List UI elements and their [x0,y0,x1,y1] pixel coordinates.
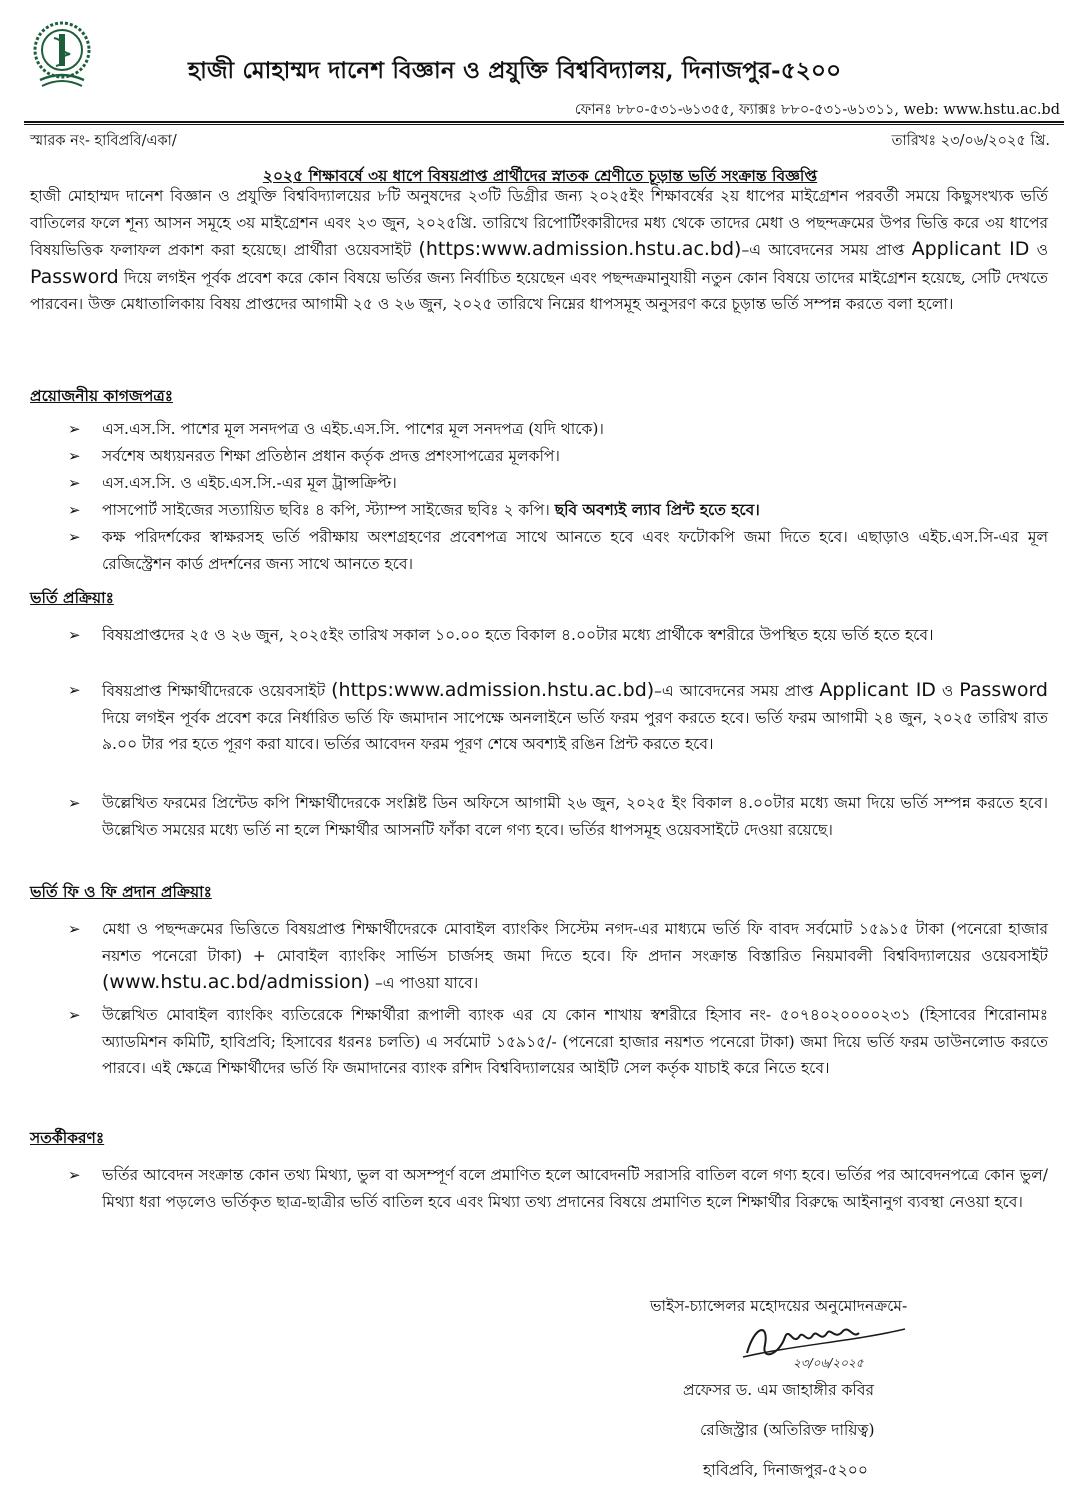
arrow-bullet-icon: ➢ [68,1166,81,1184]
applicant-id-text: Applicant ID [819,679,936,701]
arrow-bullet-icon: ➢ [68,1006,81,1024]
document-item: ➢ এস.এস.সি. ও এইচ.এস.সি.-এর মূল ট্রান্সক্রিপ্ট। [68,470,1048,497]
notice-title: ২০২৫ শিক্ষাবর্ষে ৩য় ধাপে বিষয়প্রাপ্ত প্রার্থীদের স্নাতক শ্রেণীতে চূড়ান্ত ভর্তি সংক্রান্ত বিজ্ঞপ্তি [262,166,818,185]
applicant-id-text: Applicant ID [911,238,1030,260]
arrow-bullet-icon: ➢ [68,420,81,438]
password-text: Password [30,265,119,288]
fee-info-url: (www.hstu.ac.bd/admission) [102,971,371,993]
memo-number: স্মারক নং- হাবিপ্রবি/একা/ [30,133,177,149]
process-item: ➢ বিষয়প্রাপ্ত শিক্ষার্থীদেরকে ওয়েবসাইট (https:www.admission.hstu.ac.bd)–এ আবেদনের সময় প্রাপ্ত Applicant ID ও Password দিয়ে লগইন পূর্বক প্রবেশ করে নির্ধারিত ভর্তি ফি জমাদান সাপেক্ষে অনলাইনে ভর্তি ফরম পুরণ করতে হবে। ভর্তি ফরম আগামী ২৪ জুন, ২০২৫ তারিখ রাত ৯.০০ টার পর হতে পূরণ করা যাবে। ভর্তির আবেদন ফরম পূরণ শেষে অবশ্যই রঙিন প্রিন্ট করতে হবে। [68,679,1048,753]
office-address: হাবিপ্রবি, দিনাজপুর-৫২০০ [703,1461,868,1479]
process-heading: ভর্তি প্রক্রিয়াঃ [30,588,114,607]
arrow-bullet-icon: ➢ [68,794,81,812]
fee-item: ➢ মেধা ও পছন্দক্রমের ভিত্তিতে বিষয়প্রাপ্ত শিক্ষার্থীদেরকে মোবাইল ব্যাংকিং সিস্টেম নগদ-এর মাধ্যমে ভর্তি ফি বাবদ সর্বমোট ১৫৯১৫ টাকা (পনেরো হাজার নয়শত পনেরো টাকা) + মোবাইল ব্যাংকিং সার্ভিস চার্জসহ জমা দিতে হবে। ফি প্রদান সংক্রান্ত বিস্তারিত নিয়মাবলী বিশ্ববিদ্যালয়ের ওয়েবসাইট (www.hstu.ac.bd/admission) –এ পাওয়া যাবে। [68,916,1048,997]
document-item: ➢ সর্বশেষ অধ্যয়নরত শিক্ষা প্রতিষ্ঠান প্রধান কর্তৃক প্রদত্ত প্রশংসাপত্রের মূলকপি। [68,443,1048,470]
arrow-bullet-icon: ➢ [68,920,81,938]
registrar-name: প্রফেসর ড. এম জাহাঙ্গীর কবির [683,1381,875,1399]
registrar-signature [735,1315,935,1370]
caution-heading: সতর্কীকরণঃ [30,1128,105,1147]
contact-line: ফোনঃ ৮৮০-৫৩১-৬১৩৫৫, ফ্যাক্সঃ ৮৮০-৫৩১-৬১৩১১, web: www.hstu.ac.bd [574,102,1060,118]
arrow-bullet-icon: ➢ [68,501,81,519]
admission-url: (https:www.admission.hstu.ac.bd) [331,679,655,701]
approval-line: ভাইস-চ্যান্সেলর মহোদয়ের অনুমোদনক্রমে- [650,1297,908,1315]
arrow-bullet-icon: ➢ [68,626,81,644]
process-item: ➢ বিষয়প্রাপ্তদের ২৫ ও ২৬ জুন, ২০২৫ইং তারিখ সকাল ১০.০০ হতে বিকাল ৪.০০টার মধ্যে প্রার্থীকে স্বশরীরে উপস্থিত হয়ে ভর্তি হতে হবে। [68,622,1048,649]
fees-heading: ভর্তি ফি ও ফি প্রদান প্রক্রিয়াঃ [30,882,212,901]
document-item: ➢ এস.এস.সি. পাশের মূল সনদপত্র ও এইচ.এস.সি. পাশের মূল সনদপত্র (যদি থাকে)। [68,416,1048,443]
notice-date: তারিখঃ ২৩/০৬/২০২৫ খ্রি. [891,133,1050,149]
header-divider [24,121,1064,123]
password-text: Password [959,679,1048,701]
header-divider-thin [24,124,1064,125]
arrow-bullet-icon: ➢ [68,447,81,465]
admission-url: (https:www.admission.hstu.ac.bd) [418,238,742,260]
document-item: ➢ পাসপোর্ট সাইজের সত্যায়িত ছবিঃ ৪ কপি, স্ট্যাম্প সাইজের ছবিঃ ২ কপি। ছবি অবশ্যই ল্যাব প্রিন্ট হতে হবে। [68,497,1048,524]
arrow-bullet-icon: ➢ [68,528,81,546]
arrow-bullet-icon: ➢ [68,681,81,699]
documents-heading: প্রয়োজনীয় কাগজপত্রঃ [30,386,174,405]
signature-date: ২৩/০৬/২০২৫ [793,1356,864,1370]
university-logo [30,20,94,92]
document-item: ➢ কক্ষ পরিদর্শকের স্বাক্ষরসহ ভর্তি পরীক্ষায় অংশগ্রহণের প্রবেশপত্র সাথে আনতে হবে এবং ফটোকপি জমা দিতে হবে। এছাড়াও এইচ.এস.সি-এর মূল রেজিস্ট্রেশন কার্ড প্রদর্শনের জন্য সাথে আনতে হবে। [68,524,1048,577]
fee-item: ➢ উল্লেখিত মোবাইল ব্যাংকিং ব্যতিরেকে শিক্ষার্থীরা রূপালী ব্যাংক এর যে কোন শাখায় স্বশরীরে হিসাব নং- ৫০৭৪০২০০০০২৩১ (হিসাবের শিরোনামঃ অ্যাডমিশন কমিটি, হাবিপ্রবি; হিসাবের ধরনঃ চলতি) এ সর্বমোট ১৫৯১৫/- (পনেরো হাজার নয়শত পনেরো টাকা) জমা দিয়ে ভর্তি ফরম ডাউনলোড করতে পারবে। এই ক্ষেত্রে শিক্ষার্থীদের ভর্তি ফি জমাদানের ব্যাংক রশিদ বিশ্ববিদ্যালয়ের আইটি সেল কর্তৃক যাচাই করে নিতে হবে। [68,1002,1048,1082]
intro-paragraph: হাজী মোহাম্মদ দানেশ বিজ্ঞান ও প্রযুক্তি বিশ্ববিদ্যালয়ের ৮টি অনুষদের ২৩টি ডিগ্রীর জন্য ২০২৫ইং শিক্ষাবর্ষের ২য় ধাপের মাইগ্রেশন পরবর্তী সময়ে কিছুসংখ্যক ভর্তি বাতিলের ফলে শূন্য আসন সমূহে ৩য় মাইগ্রেশন এবং ২৩ জুন, ২০২৫খ্রি. তারিখে রিপোর্টিংকারীদের মধ্য থেকে তাদের মেধা ও পছন্দক্রমের উপর ভিত্তি করে ৩য় ধাপের বিষয়ভিত্তিক ফলাফল প্রকাশ করা হয়েছে। প্রার্থীরা ওয়েবসাইট (https:www.admission.hstu.ac.bd)–এ আবেদনের সময় প্রাপ্ত Applicant ID ও Password দিয়ে লগইন পূর্বক প্রবেশ করে কোন বিষয়ে ভর্তির জন্য নির্বাচিত হয়েছেন এবং পছন্দক্রমানুযায়ী নতুন কোন বিষয়ে তাদের মাইগ্রেশন হয়েছে, সেটি দেখতে পারবেন। উক্ত মেধাতালিকায় বিষয় প্রাপ্তদের আগামী ২৫ ও ২৬ জুন, ২০২৫ তারিখে নিম্নের ধাপসমূহ অনুসরণ করে চূড়ান্ত ভর্তি সম্পন্ন করতে বলা হলো। [30,187,1048,313]
process-item: ➢ উল্লেখিত ফরমের প্রিন্টেড কপি শিক্ষার্থীদেরকে সংশ্লিষ্ট ডিন অফিসে আগামী ২৬ জুন, ২০২৫ ইং বিকাল ৪.০০টার মধ্যে জমা দিয়ে ভর্তি সম্পন্ন করতে হবে। উল্লেখিত সময়ের মধ্যে ভর্তি না হলে শিক্ষার্থীর আসনটি ফাঁকা বলে গণ্য হবে। ভর্তির ধাপসমূহ ওয়েবসাইটে দেওয়া রয়েছে। [68,790,1048,843]
arrow-bullet-icon: ➢ [68,474,81,492]
university-name: হাজী মোহাম্মদ দানেশ বিজ্ঞান ও প্রযুক্তি বিশ্ববিদ্যালয়, দিনাজপুর-৫২০০ [188,57,842,84]
caution-item: ➢ ভর্তির আবেদন সংক্রান্ত কোন তথ্য মিথ্যা, ভুল বা অসম্পূর্ণ বলে প্রমাণিত হলে আবেদনটি সরাসরি বাতিল বলে গণ্য হবে। ভর্তির পর আবেদনপত্রে কোন ভুল/মিথ্যা ধরা পড়লেও ভর্তিকৃত ছাত্র-ছাত্রীর ভর্তি বাতিল হবে এবং মিথ্যা তথ্য প্রদানের বিষয়ে প্রমাণিত হলে শিক্ষার্থীর বিরুদ্ধে আইনানুগ ব্যবস্থা নেওয়া হবে। [68,1162,1048,1215]
photo-note: ছবি অবশ্যই ল্যাব প্রিন্ট হতে হবে। [554,500,760,519]
registrar-designation: রেজিস্ট্রার (অতিরিক্ত দায়িত্ব) [700,1421,875,1439]
